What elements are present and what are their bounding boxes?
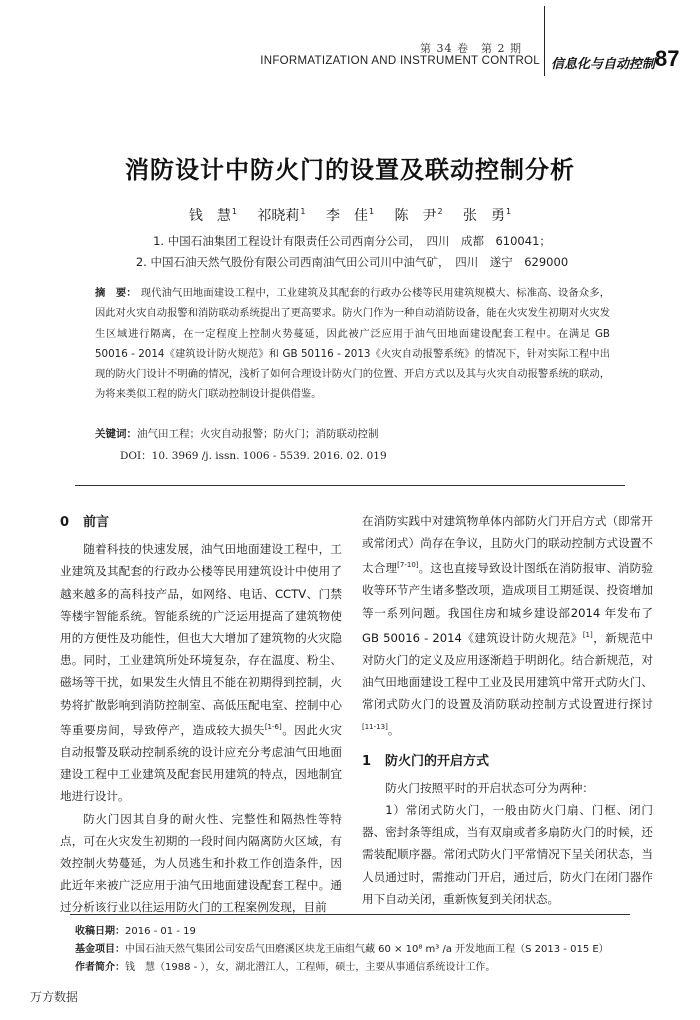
author: 李 佳$^1$ bbox=[325, 207, 375, 224]
author-list bbox=[0, 205, 700, 225]
paragraph: 1）常闭式防火门，一般由防火门扇、门框、闭门器、密封条等组成，当有双扇或者多扇防火门的时候，还需装配顺序器。常闭式防火门平常情况下呈关闭状态，当人员通过时，需推动门开启，通过后，防火门在闭门器作用下自动关闭，重新恢复到关闭状态。 bbox=[362, 803, 653, 906]
watermark: 万方数据 bbox=[30, 990, 79, 1004]
author: 钱 慧$^1$ bbox=[188, 207, 237, 224]
body-left-column bbox=[60, 510, 342, 919]
footnote-divider bbox=[70, 914, 630, 915]
paragraph: 防火门按照平时的开启状态可分为两种： bbox=[385, 780, 594, 795]
citation: [1-6] bbox=[264, 722, 282, 731]
journal-name-en: INFORMATIZATION AND INSTRUMENT CONTROL bbox=[260, 55, 540, 67]
keywords bbox=[95, 426, 610, 441]
received-date: 收稿日期：2016 - 01 - 19 bbox=[75, 926, 196, 937]
fund-project: 基金项目：中国石油天然气集团公司安岳气田磨溪区块龙王庙组气藏 60 × 10⁸ m³ /a 开发地面工程（S 2013 - 015 E） bbox=[75, 944, 609, 955]
citation: [11-13] bbox=[362, 722, 388, 731]
author: 祁晓莉$^1$ bbox=[257, 207, 306, 224]
author-bio: 作者简介：钱 慧（1988 - ），女，湖北潜江人，工程师，硕士，主要从事通信系统设计工作。 bbox=[75, 962, 496, 973]
section-divider bbox=[75, 485, 625, 486]
citation: [7-10] bbox=[397, 561, 419, 570]
paragraph: 在消防实践中对建筑物单体内部防火门开启方式（即常开或常闭式）尚存在争议，且防火门的联动控制方式设置不太合理[7-10]。这也直接导致设计图纸在消防报审、消防验收等环节产生诸多整改项，造成项目工期延误、投资增加等一系列问题。我国住房和城乡建设部2014 年发布了 GB 50016 - 2014《建筑设计防火规范》[1]，新规范中对防火门的定义及应用逐渐趋于明朗化。结合新规范，对油气田地面建设工程中工业及民用建筑中常开式防火门、常闭式防火门的设置及消防联动控制方式设置进行探讨[11-13]。 bbox=[362, 514, 653, 737]
body-right-column bbox=[362, 510, 653, 910]
abstract-text: 现代油气田地面建设工程中，工业建筑及其配套的行政办公楼等民用建筑规模大、标准高、设备众多，因此对火灾自动报警和消防联动系统提出了更高要求。防火门作为一种自动消防设备，能在火灾发生初期对火灾发生区域进行隔离，在一定程度上控制火势蔓延，因此被广泛应用于油气田地面建设配套工程中。在满足 GB 50016 - 2014《建筑设计防火规范》和 GB 50116 - 2013《火灾自动报警系统》的情况下，针对实际工程中出现的防火门设计不明确的情况，浅析了如何合理设计防火门的位置、开启方式以及其与火灾自动报警系统的联动，为将来类似工程的防火门联动控制设计提供借鉴。 bbox=[95, 287, 611, 401]
issue-volume: 第 34 卷 第 2 期 bbox=[420, 42, 522, 55]
author: 张 勇$^1$ bbox=[463, 207, 512, 224]
header-divider bbox=[544, 6, 545, 76]
paragraph: 随着科技的快速发展，油气田地面建设工程中，工业建筑及其配套的行政办公楼等民用建筑设计中使用了越来越多的高科技产品，如网络、电话、CCTV、门禁等楼宇智能系统。智能系统的广泛运用提高了建筑物使用的方便性及功能性，但也大大增加了建筑物的火灾隐患。同时，工业建筑所处环境复杂，存在温度、粉尘、磁场等干扰，如果发生火情且不能在初期得到控制，火势将扩散影响到消防控制室、高低压配电室、控制中心等重要房间，导致停产，造成较大损失[1-6]。因此火灾自动报警及联动控制系统的设计应充分考虑油气田地面建设工程中工业建筑及配套民用建筑的特点，因地制宜地进行设计。 bbox=[60, 542, 342, 804]
doi: DOI：10. 3969 /j. issn. 1006 - 5539. 2016. 02. 019 bbox=[120, 450, 387, 462]
page-number: 87 bbox=[655, 46, 680, 71]
abstract bbox=[95, 283, 610, 405]
keywords-label: 关键词： bbox=[95, 428, 137, 440]
abstract-label: 摘 要： bbox=[95, 287, 137, 299]
author: 陈 尹$^2$ bbox=[394, 207, 443, 224]
citation: [1] bbox=[582, 630, 593, 639]
keywords-text: 油气田工程；火灾自动报警；防火门；消防联动控制 bbox=[137, 428, 379, 440]
section-heading-0: 0 前言 bbox=[60, 515, 110, 530]
affiliation-1: 1. 中国石油集团工程设计有限责任公司西南分公司， 四川 成都 610041； bbox=[153, 234, 551, 248]
affiliation-2: 2. 中国石油天然气股份有限公司西南油气田公司川中油气矿， 四川 遂宁 629000 bbox=[135, 255, 569, 269]
section-heading-1: 1 防火门的开启方式 bbox=[362, 753, 490, 769]
journal-name-cn: 信息化与自动控制 bbox=[551, 57, 656, 72]
article-title: 消防设计中防火门的设置及联动控制分析 bbox=[125, 156, 575, 184]
paragraph: 防火门因其自身的耐火性、完整性和隔热性等特点，可在火灾发生初期的一段时间内隔离防火区域，有效控制火势蔓延，为人员逃生和扑救工作创造条件，因此近年来被广泛应用于油气田地面建设配套工程中。通过分析该行业以往运用防火门的工程案例发现，目前 bbox=[60, 811, 342, 915]
